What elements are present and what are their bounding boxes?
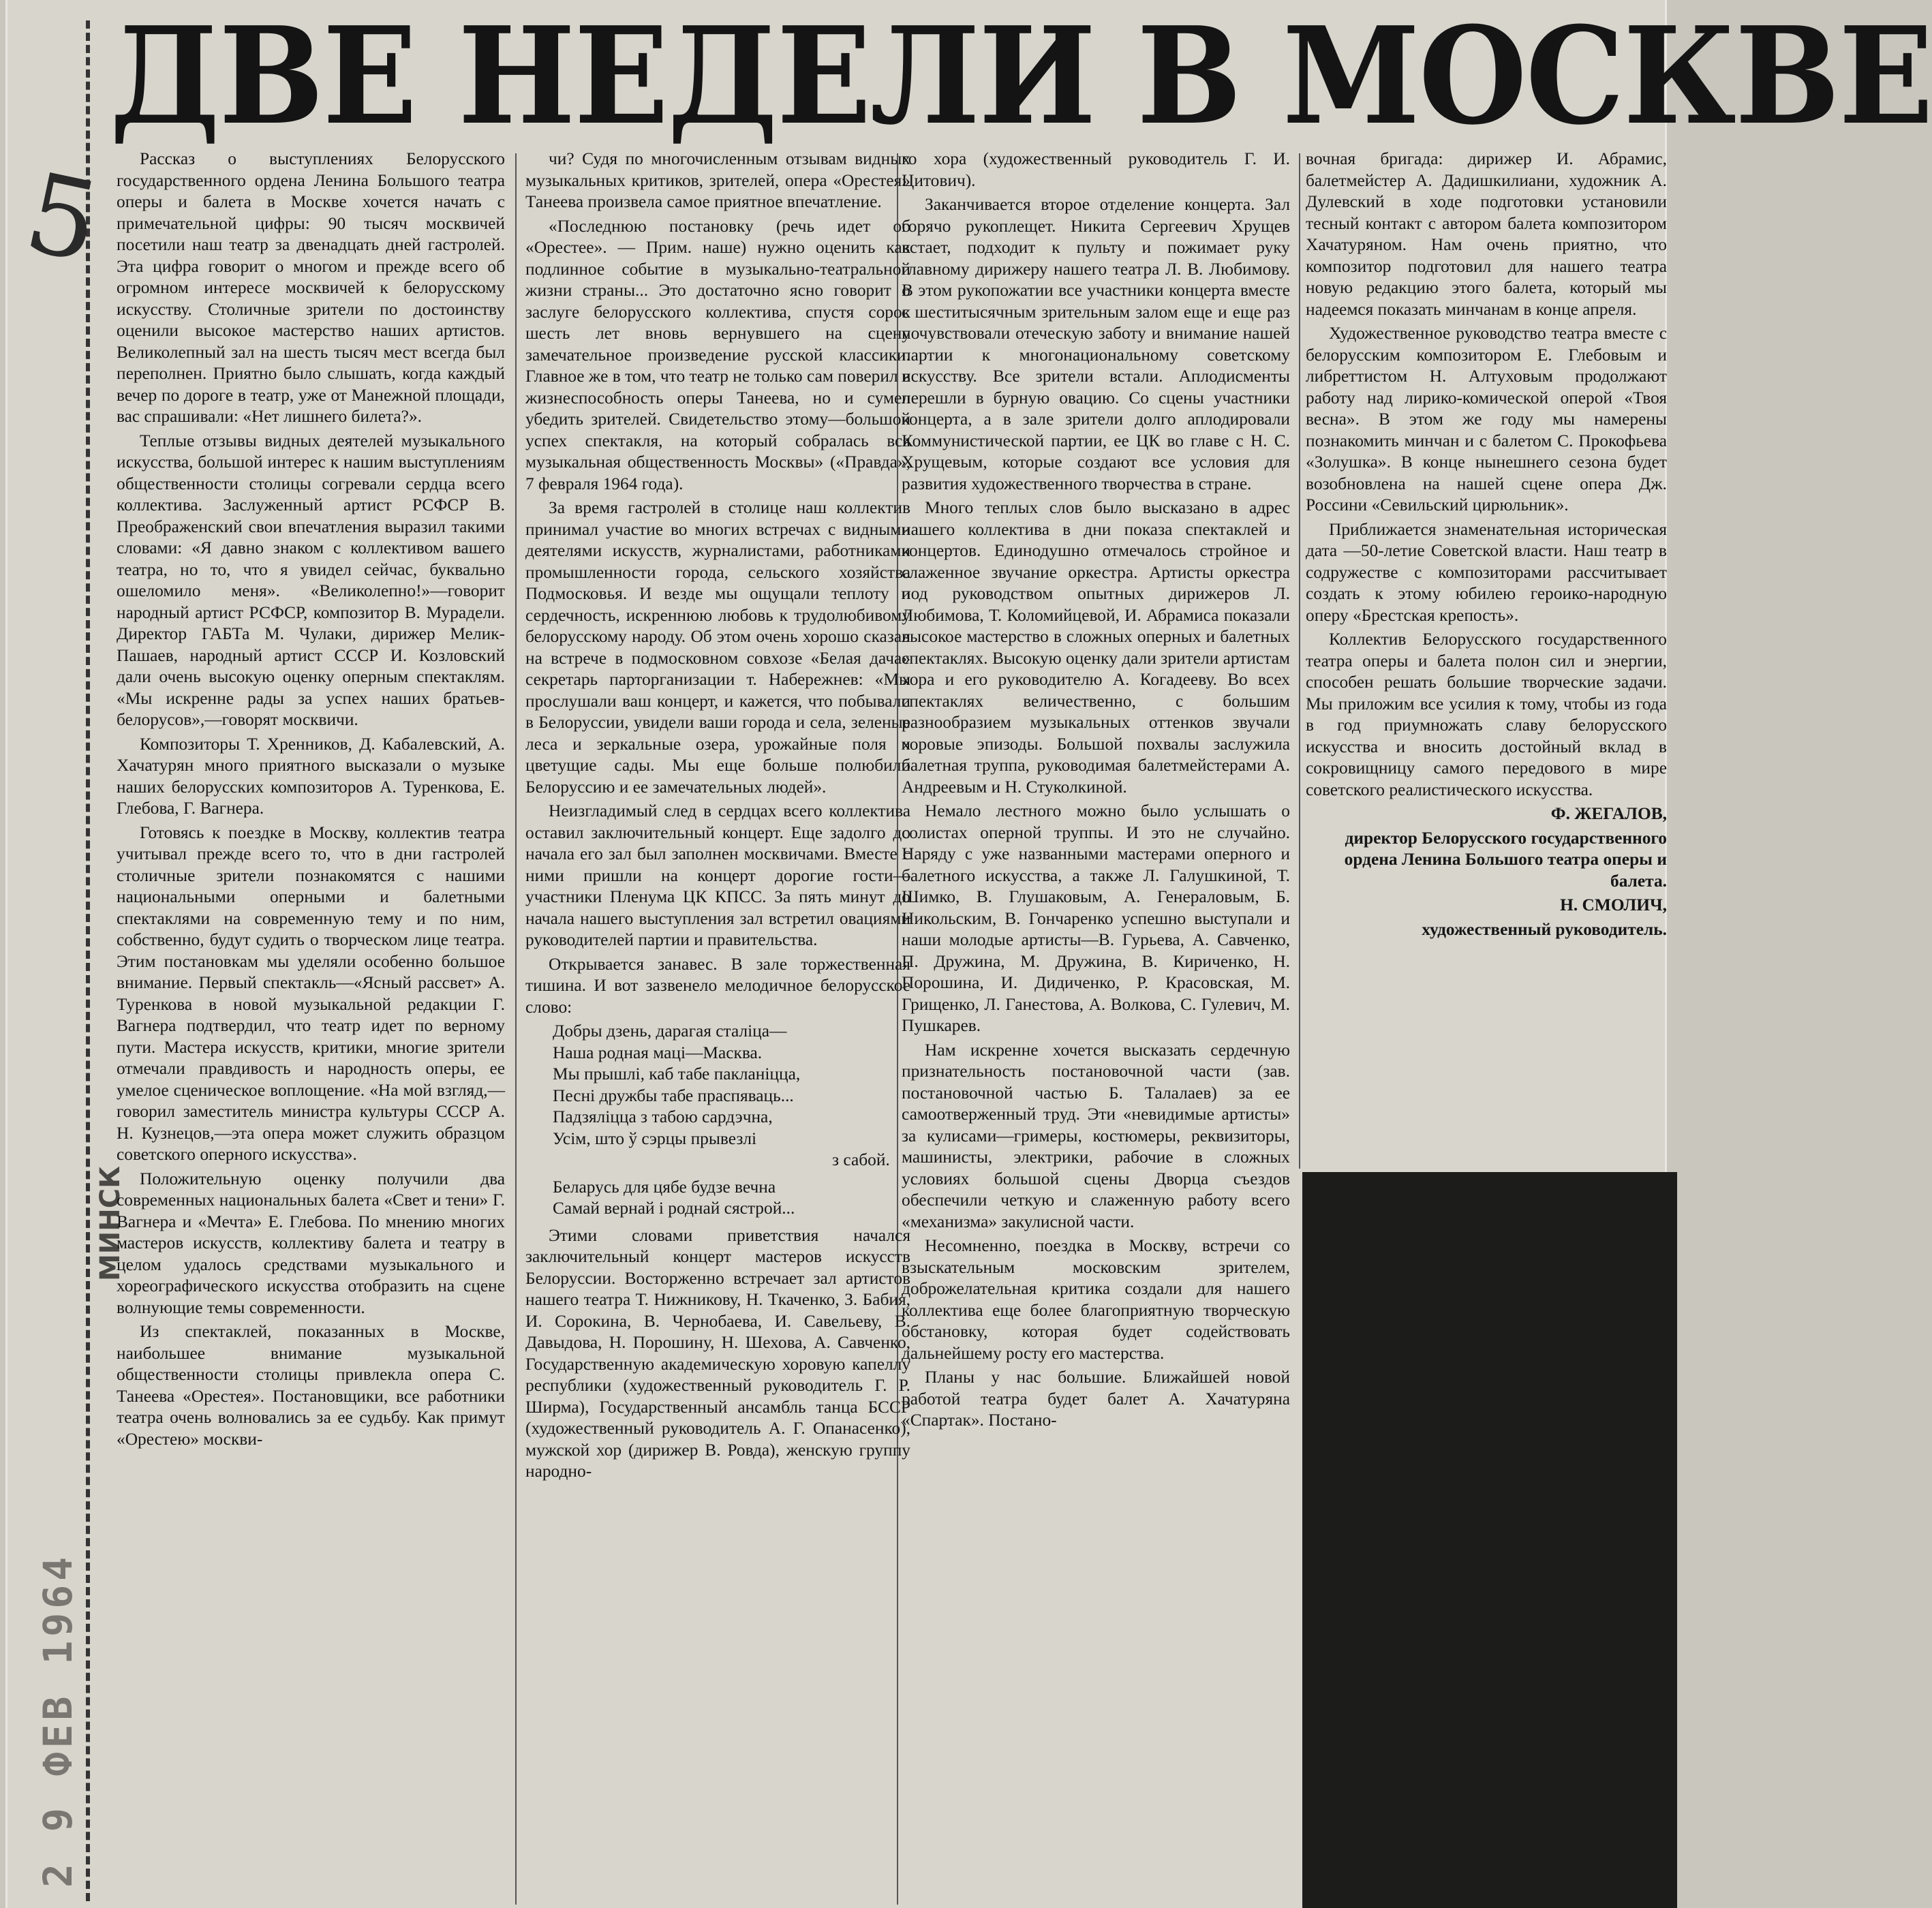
article-column-4 [1306, 149, 1667, 943]
paragraph: Готовясь к поездке в Москву, коллектив театра учитывал прежде всего то, что в дни гастролей столичные зрители познакомятся с нашими национальными оперными и балетными спектаклями на современную тему и по ним, собственно, будут судить о творческом лице театра. Этим постановкам мы уделяли особенно большое внимание. Первый спектакль—«Ясный рассвет» А. Туренкова в новой музыкальной редакции Г. Вагнера подтвердил, что театр идет по верному пути. Мастера искусств, критики, многие зрители отмечали правдивость и народность оперы, ее умелое сценическое воплощение. «На мой взгляд,—говорил заместитель министра культуры СССР А. Н. Кузнецов,—эта опера может служить образцом советского оперного искусства». [117, 822, 505, 1164]
poem [553, 1021, 910, 1220]
paragraph: «Последнюю постановку (речь идет об «Орестее». — Прим. наше) нужно оценить как подлинное событие в музыкально-театральной жизни страны... Это достаточно ясно говорит о заслуге белорусского коллектива, спустя сорок шесть лет вновь вернувшего на сцену замечательное произведение русской классики. Главное же в том, что театр не только сам поверил в жизнеспособность оперы Танеева, но и сумел убедить зрителей. Свидетельство этому—большой успех спектакля, на который собралась вся музыкальная общественность Москвы» («Правда», 7 февраля 1964 года). [525, 216, 910, 493]
paragraph: Нам искренне хочется высказать сердечную признательность постановочной части (зав. постановочной частью Б. Талалаев) за ее самоотверженный труд. Эти «невидимые артисты» за кулисами—гримеры, костюмеры, реквизиторы, машинисты, электрики, рабочие в сложных условиях большой сцены Дворца съездов обеспечили четкую и слаженную работу всего «механизма» закулисной части. [902, 1040, 1290, 1231]
handwritten-mark: 5 [15, 148, 110, 288]
paragraph: чи? Судя по многочисленным отзывам видных музыкальных критиков, зрителей, опера «Орестея» Танеева произвела самое приятное впечатление. [525, 149, 910, 211]
poem-line: Падзяліцца з табою сардэчна, [553, 1107, 773, 1126]
paragraph: Рассказ о выступлениях Белорусского государственного ордена Ленина Большого театра оперы и балета в Москве хочется начать с примечательной цифры: 90 тысяч москвичей посетили наш театр за двенадцать дней гастролей. Эта цифра говорит о многом и прежде всего об огромном интересе москвичей к белорусскому искусству. Столичные зрители по достоинству оценили высокое мастерство наших артистов. Великолепный зал на шесть тысяч мест всегда был переполнен. Приятно было слышать, когда каждый вечер по дороге в театр, уже от Манежной площади, вас спрашивали: «Нет лишнего билета?». [117, 149, 505, 426]
newspaper-clipping [5, 0, 1932, 1908]
poem-line: Усім, што ў сэрцы прывезлі [553, 1128, 757, 1148]
paragraph: го хора (художественный руководитель Г. И. Цитович). [902, 149, 1290, 190]
paragraph: Из спектаклей, показанных в Москве, наибольшее внимание музыкальной общественности столицы привлекла опера С. Танеева «Орестея». Постановщики, все работники театра очень волновались за ее судьбу. Как примут «Орестею» москви- [117, 1322, 505, 1449]
poem-line: Беларусь для цябе будзе вечна [553, 1177, 776, 1197]
headline: ДВЕ НЕДЕЛИ В МОСКВЕ [110, 0, 1932, 155]
paragraph: Заканчивается второе отделение концерта. Зал горячо рукоплещет. Никита Сергеевич Хрущев встает, подходит к пульту и пожимает руку главному дирижеру нашего театра Л. В. Любимову. В этом рукопожатии все участники концерта вместе с шеститысячным зрительным залом еще и еще раз почувствовали отеческую заботу и внимание нашей партии к многонациональному советскому искусству. Все зрители встали. Аплодисменты перешли в бурную овацию. Со сцены участники концерта, а в зале зрители долго аплодировали Коммунистической партии, ее ЦК во главе с Н. С. Хрущевым, которые создают все условия для развития художественного творчества в стране. [902, 195, 1290, 493]
paragraph: Приближается знаменательная историческая дата —50-летие Советской власти. Наш театр в содружестве с композиторами рассчитывает создать к этому юбилею героико-народную оперу «Брестская крепость». [1306, 519, 1667, 625]
signature-name: Н. СМОЛИЧ, [1560, 895, 1667, 914]
paragraph: Несомненно, поездка в Москву, встречи со взыскательным московским зрителем, доброжелательная критика создали для нашего коллектива еще более благоприятную творческую обстановку, которая будет содействовать дальнейшему росту его мастерства. [902, 1236, 1290, 1363]
article-column-3 [902, 149, 1290, 1434]
paragraph: Теплые отзывы видных деятелей музыкального искусства, большой интерес к нашим выступлениям общественности столицы согревали сердца всего коллектива. Заслуженный артист РСФСР В. Преображенский свои впечатления выразил такими словами: «Я давно знаком с коллективом вашего театра, но то, что я увидел сейчас, буквально ошеломило меня». «Великолепно!»—говорит народный артист РСФСР, композитор В. Мурадели. Директор ГАБТа М. Чулаки, дирижер Мелик-Пашаев, народный артист СССР И. Козловский дали очень высокую оценку оперным спектаклям. «Мы искренне рады за успех наших братьев-белорусов»,—говорят москвичи. [117, 431, 505, 729]
poem-line: Самай вернай і роднай сястрой... [553, 1199, 795, 1218]
paragraph: Неизгладимый след в сердцах всего коллектива оставил заключительный концерт. Еще задолго до начала его зал был заполнен москвичами. Вместе с ними пришли на концерт дорогие гости—участники Пленума ЦК КПСС. За пять минут до начала нашего выступления зал встретил овациями руководителей партии и правительства. [525, 801, 910, 949]
poem-line: Добры дзень, дарагая сталіца— [553, 1021, 787, 1041]
scan-background-area [1302, 1172, 1677, 1908]
article-column-1 [117, 149, 505, 1453]
paragraph: Коллектив Белорусского государственного театра оперы и балета полон сил и энергии, способен решать большие творческие задачи. Мы приложим все усилия к тому, чтобы из года в год приумножать славу белорусского искусства и вносить достойный вклад в сокровищницу самого передового в мире советского реалистического искусства. [1306, 630, 1667, 799]
dashed-cut-line [86, 20, 90, 1901]
column-rule [1299, 153, 1300, 1169]
paragraph: Открывается занавес. В зале торжественная тишина. И вот зазвенело мелодичное белорусское слово: [525, 954, 910, 1017]
paragraph: вочная бригада: дирижер И. Абрамис, балетмейстер А. Дадишкилиани, художник А. Дулевский в ходе подготовки установили тесный контакт с автором балета композитором Хачатуряном. Нам очень приятно, что композитор подготовил для нашего театра новую редакцию этого балета, который мы надеемся показать минчанам в конце апреля. [1306, 149, 1667, 319]
paragraph: Немало лестного можно было услышать о солистах оперной труппы. И это не случайно. Наряду с уже названными мастерами оперного и балетного искусства, а также Л. Галушкиной, Т. Шимко, В. Глушаковым, А. Генераловым, Б. Никольским, В. Гончаренко успешно выступали и наши молодые артисты—В. Гурьева, А. Савченко, П. Дружина, М. Дружина, В. Кириченко, Н. Порошина, И. Дидиченко, Р. Красовская, М. Грищенко, Л. Ганестова, А. Волкова, С. Гулевич, М. Пушкарев. [902, 801, 1290, 1035]
city-stamp: МИНСК [95, 1166, 126, 1281]
signature-title: директор Белорусского государственного ордена Ленина Большого театра оперы и балета. [1344, 828, 1667, 891]
poem-line: з сабой. [832, 1150, 890, 1169]
paragraph: За время гастролей в столице наш коллектив принимал участие во многих встречах с видными деятелями искусств, журналистами, работниками промышленности города, сельского хозяйства Подмосковья. И везде мы ощущали теплоту и сердечность, искреннюю любовь к трудолюбивому белорусскому народу. Об этом очень хорошо сказал на встрече в подмосковном совхозе «Белая дача» секретарь парторганизации т. Набережнев: «Мы прослушали ваш концерт, и кажется, что побывали в Белоруссии, увидели ваши города и села, зеленые леса и зеркальные озера, урожайные поля и цветущие сады. Мы еще больше полюбили Белоруссию и ее замечательных людей». [525, 498, 910, 797]
poem-line: Мы прышлі, каб табе пакланіцца, [553, 1064, 801, 1083]
signature-title: художественный руководитель. [1422, 919, 1667, 939]
poem-line: Песні дружбы табе праспяваць... [553, 1086, 794, 1105]
date-stamp: 2 9 ФЕВ 1964 [35, 1552, 81, 1888]
paragraph: Много теплых слов было высказано в адрес нашего коллектива в дни показа спектаклей и концертов. Единодушно отмечалось стройное и слаженное звучание оркестра. Артисты оркестра под руководством опытных дирижеров Л. Любимова, Т. Коломийцевой, И. Абрамиса показали высокое мастерство в сложных оперных и балетных спектаклях. Высокую оценку дали зрители артистам хора и его руководителю А. Когадееву. Во всех спектаклях величественно, с большим разнообразием музыкальных оттенков звучали хоровые эпизоды. Большой похвалы заслужила балетная труппа, руководимая балетмейстерами А. Андреевым и Н. Стуколкиной. [902, 498, 1290, 797]
article-column-2 [525, 149, 910, 1486]
signature-name: Ф. ЖЕГАЛОВ, [1550, 804, 1667, 823]
paragraph: Положительную оценку получили два современных национальных балета «Свет и тени» Г. Вагнера и «Мечта» Е. Глебова. По мнению многих мастеров искусств, коллективу балета и театру в целом удалось средствами музыкального и хореографического искусства отобразить на сцене волнующие темы современности. [117, 1169, 505, 1317]
column-rule [515, 153, 517, 1905]
paragraph: Этими словами приветствия начался заключительный концерт мастеров искусств Белоруссии. Восторженно встречает зал артистов нашего театра Т. Нижникову, Н. Ткаченко, З. Бабия, И. Сорокина, В. Чернобаева, И. Савельеву, В. Давыдова, Н. Порошину, Н. Шехова, А. Савченко, Государственную академическую хоровую капеллу республики (художественный руководитель Г. Р. Ширма), Государственный ансамбль танца БССР (художественный руководитель А. Г. Опанасенко), мужской хор (дирижер В. Ровда), женскую группу народно- [525, 1225, 910, 1481]
paragraph: Композиторы Т. Хренников, Д. Кабалевский, А. Хачатурян много приятного высказали о музыке наших белорусских композиторов А. Туренкова, Е. Глебова, Г. Вагнера. [117, 734, 505, 818]
poem-line: Наша родная маці—Масква. [553, 1043, 763, 1062]
paragraph: Планы у нас большие. Ближайшей новой работой театра будет балет А. Хачатуряна «Спартак». Постано- [902, 1368, 1290, 1430]
paragraph: Художественное руководство театра вместе с белорусским композитором Е. Глебовым и либреттистом Н. Алтуховым продолжают работу над лирико-комической оперой «Твоя весна». В этом же году мы намерены познакомить минчан и с балетом С. Прокофьева «Золушка». В конце нынешнего сезона будет возобновлена на нашей сцене опера Дж. Россини «Севильский цирюльник». [1306, 324, 1667, 514]
